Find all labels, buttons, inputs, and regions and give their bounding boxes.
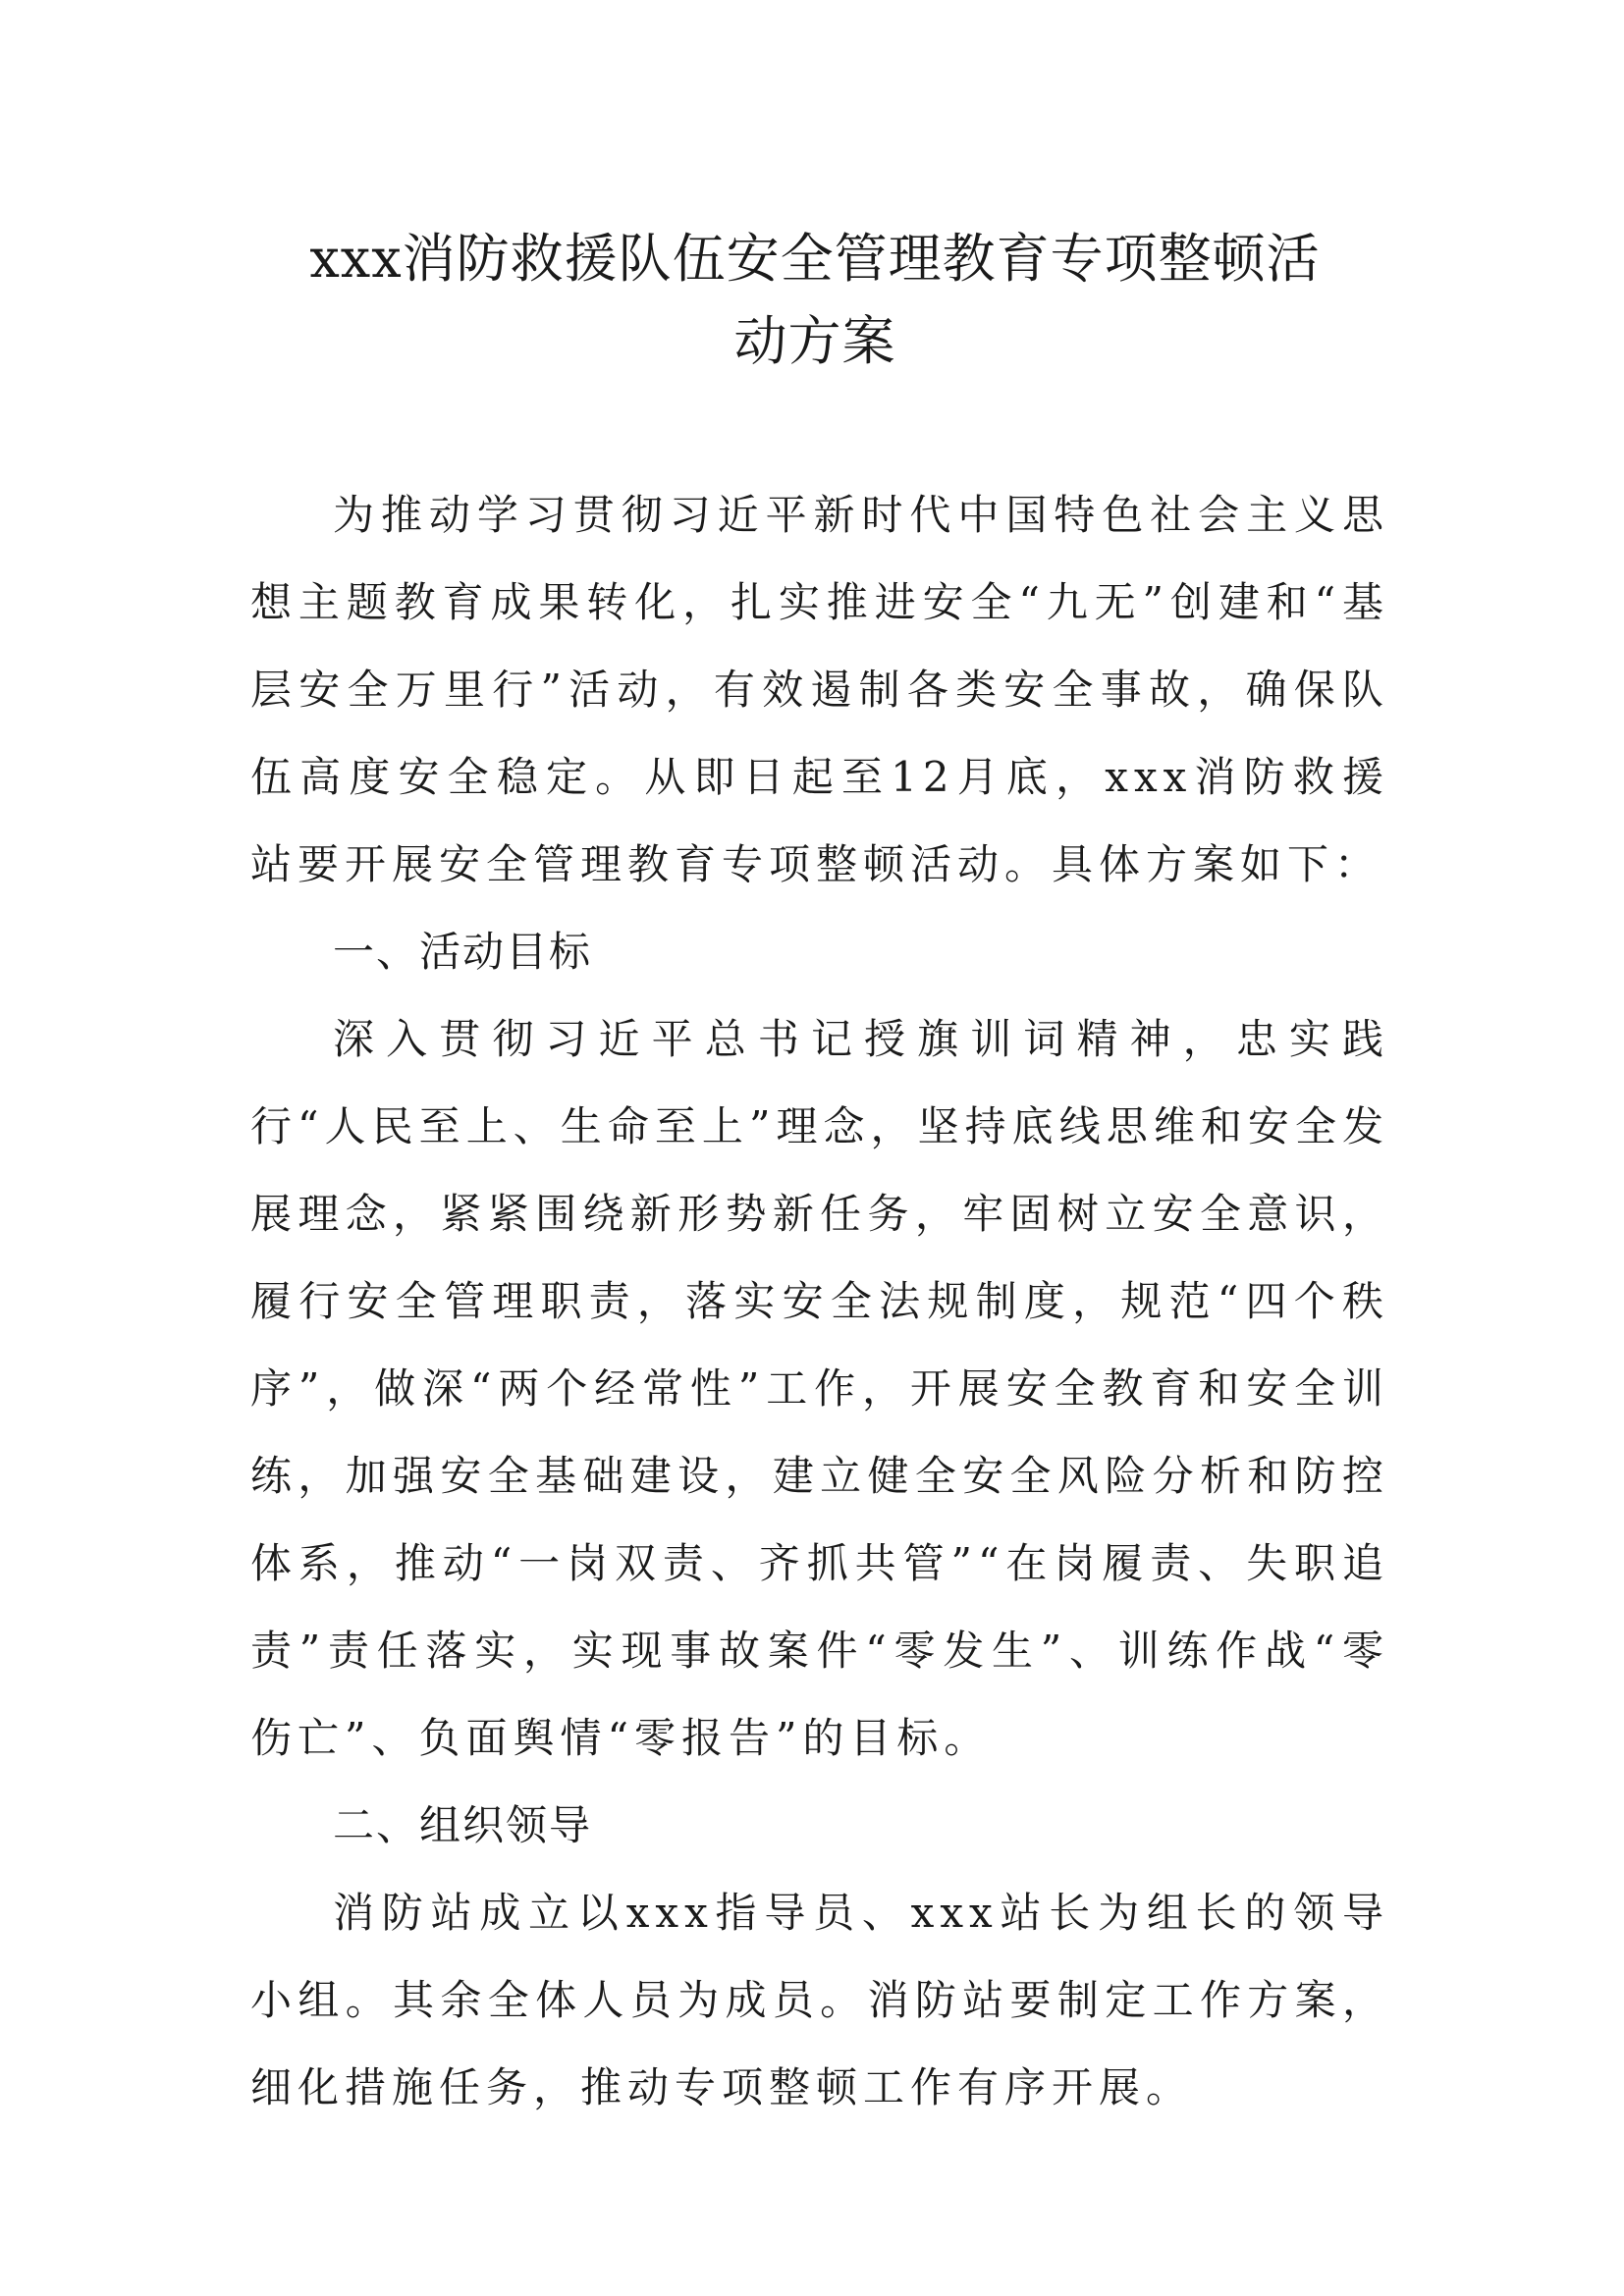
section-heading-goals: 一、活动目标 xyxy=(333,928,593,976)
document-title xyxy=(245,218,1384,383)
title-line-2: 动方案 xyxy=(733,310,896,372)
document-body xyxy=(250,471,1389,2131)
title-line-1: xxx消防救援队伍安全管理教育专项整顿活 xyxy=(309,228,1321,290)
section-body-goals: 深入贯彻习近平总书记授旗训词精神，忠实践行“人民至上、生命至上”理念，坚持底线思维和安全发展理念，紧紧围绕新形势新任务，牢固树立安全意识，履行安全管理职责，落实安全法规制度，规范“四个秩序”，做深“两个经常性”工作，开展安全教育和安全训练，加强安全基础建设，建立健全安全风险分析和防控体系，推动“一岗双责、齐抓共管”“在岗履责、失职追责”责任落实，实现事故案件“零发生”、训练作战“零伤亡”、负面舆情“零报告”的目标。 xyxy=(250,1015,1389,1762)
section-heading-leadership: 二、组织领导 xyxy=(333,1801,593,1849)
intro-paragraph: 为推动学习贯彻习近平新时代中国特色社会主义思想主题教育成果转化，扎实推进安全“九无”创建和“基层安全万里行”活动，有效遏制各类安全事故，确保队伍高度安全稳定。从即日起至12月底，xxx消防救援站要开展安全管理教育专项整顿活动。具体方案如下： xyxy=(250,491,1389,888)
section-body-leadership: 消防站成立以xxx指导员、xxx站长为组长的领导小组。其余全体人员为成员。消防站要制定工作方案，细化措施任务，推动专项整顿工作有序开展。 xyxy=(250,1889,1389,2111)
